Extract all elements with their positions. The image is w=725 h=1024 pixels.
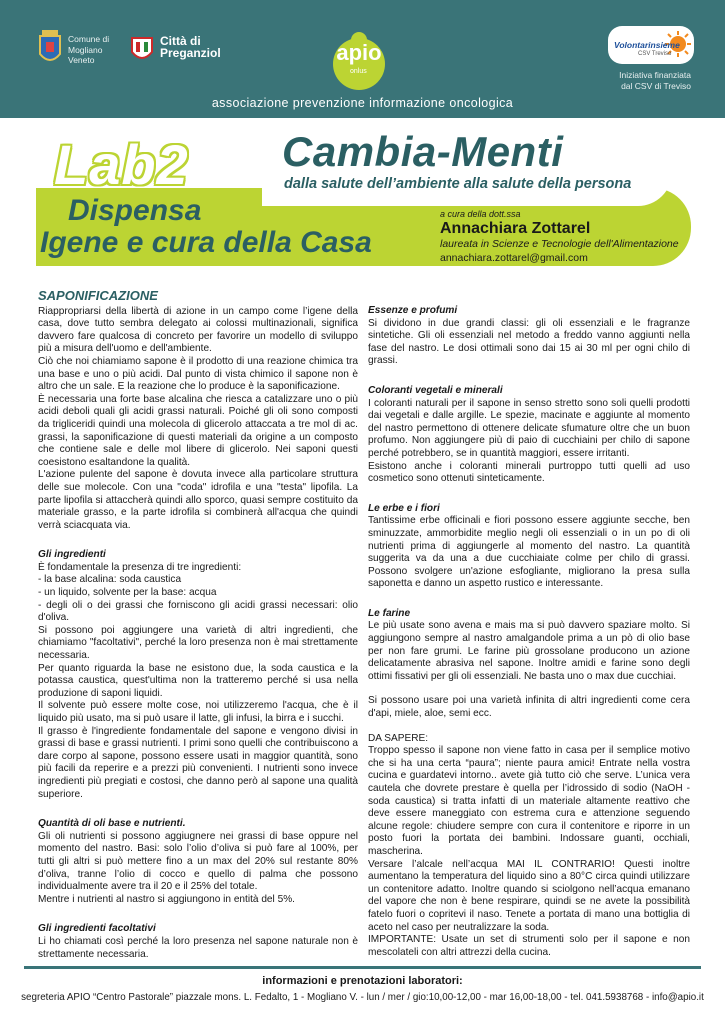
apio-onlus-text: onlus bbox=[350, 68, 367, 75]
dispensa-label: Dispensa bbox=[68, 194, 202, 227]
paragraph: È necessaria una forte base alcalina che riesca a catalizzare uno o più acidi deboli quali gli acidi grassi naturali. Poiché gli oli sono composti da trigliceridi quindi una molecola di glicerolo attaccata a tre mol di ac. grassi, la saponificazione di questi materiali da origine a un composto che contiene sale e delle mol libere di glicerolo. Nei saponi questi coesistono esaltandone la qualità. bbox=[38, 393, 358, 468]
mogliano-crest-icon bbox=[36, 28, 64, 68]
subheading: Coloranti vegetali e minerali bbox=[368, 384, 503, 396]
paragraph: Mentre i nutrienti al nastro si aggiungono in entità del 5%. bbox=[38, 893, 295, 905]
subheading: Gli ingredienti bbox=[38, 549, 106, 561]
footer-title: informazioni e prenotazioni laboratori: bbox=[262, 975, 463, 987]
topic-title: Igene e cura della Casa bbox=[40, 226, 372, 259]
list-item: - degli oli o dei grassi che forniscono gli acidi grassi necessari: olio d'oliva. bbox=[38, 599, 358, 624]
footer-divider bbox=[24, 966, 701, 969]
paragraph: IMPORTANTE: Usate un set di strumenti solo per il sapone e non mescolateli con altri attrezzi della cucina. bbox=[368, 934, 690, 958]
subheading: Essenze e profumi bbox=[368, 305, 458, 316]
paragraph: È fondamentale la presenza di tre ingredienti: bbox=[38, 561, 242, 573]
list-item: - un liquido, solvente per la base: acqua bbox=[38, 587, 217, 599]
subheading: Le erbe e i fiori bbox=[368, 502, 440, 514]
right-column bbox=[368, 305, 690, 959]
paragraph: Gli oli nutrienti si possono aggiugnere nei grassi di base oppure nel momento del nastro. Basi: solo l’olio d’oliva si può fare al 100%, per tutti gli altri si può mettere fino a un max del 20% sul restante 80% d’oliva, tranne l’olio di cocco e quello di palma che possono individualmente avere tra il 20 e il 25% del totale. bbox=[38, 830, 358, 893]
csv-treviso-text: CSV Treviso bbox=[638, 51, 672, 57]
paragraph: Le più usate sono avena e mais ma si può davvero spaziare molto. Si aggiungono sempre al nastro amalgandole prima a un pò di olio base per non fare grumi. Le farine più grossolane producono un azione delicatamente abrasiva nel sapone. Inoltre amidi e farine sono degli ottimi fissativi per gli oli essenziali. Ne basta uno o max due cucchiai. bbox=[368, 620, 690, 682]
curated-by-label: a cura della dott.ssa bbox=[440, 209, 521, 219]
paragraph: I coloranti naturali per il sapone in senso stretto sono soli quelli prodotti dai vegetali e dalle argille. Le spezie, macinate e aggiunte al momento del nastro permettono di ottenere delicate sfumature oltre che un buon profumo. Non aggiungere più di paio di cucchiaini per chilo di sapone perché potrebbero, se in quantità maggiori, essere irritanti. bbox=[368, 397, 690, 459]
paragraph: Il grasso è l'ingrediente fondamentale del sapone e vengono divisi in grassi di base e grassi nutrienti. I primi sono quelli che contribuiscono a dare corpo al sapone, possono essere usati in maggior quantità, sono più facili da reperire e a prezzi più convenienti. I nutrienti sono invece ingredienti più pregiati e costosi, che danno però al sapone una qualità superiore. bbox=[38, 725, 358, 800]
association-tagline: associazione prevenzione informazione oncologica bbox=[211, 96, 514, 110]
paragraph: Versare l’alcale nell’acqua MAI IL CONTRARIO! Questi inoltre aumentano la temperatura del liquido sino a 80°C circa quindi utilizzare un contenitore adatto. Inoltre quando si sciolgono nell’acqua emanano del vapore che non è bene respirare, quindi se ne avete la possibilità fatelo fuori o copritevi il naso. Tenete a portata di mano una bottiglia di aceto nel caso per neutralizzare la soda. bbox=[368, 858, 690, 933]
author-email[interactable]: annachiara.zottarel@gmail.com bbox=[440, 252, 588, 264]
paragraph: Troppo spesso il sapone non viene fatto in casa per il semplice motivo che si ha una certa “paura”; niente paura amici! Entrate nella vostra cucina e guardatevi intorno.. avete già tutto ciò che serve. L’unica vera cautela che dovrete prestare è quella per l’idrossido di sodio (NaOH - soda caustica) si tratta infatti di un materiale altamente reattivo che deve essere maneggiato con estrema cura e attenzione seguendo alcune regole: chiudere sempre con cura il contenitore e riporre in un posto fuori la portata dei bambini. Indossare guanti, occhiali, mascherina. bbox=[368, 745, 690, 857]
subheading: Le farine bbox=[368, 607, 411, 619]
author-degree: laureata in Scienze e Tecnologie dell'Alimentazione bbox=[440, 238, 679, 250]
paragraph: Ciò che noi chiamiamo sapone è il prodotto di una reazione chimica tra una base e uno o più acidi. Dal punto di vista chimico il sapone non è altro che un sale. E la reazione che lo produce è la saponificazione. bbox=[38, 355, 358, 393]
paragraph: Per quanto riguarda la base ne esistono due, la soda caustica e la potassa caustica, quest'ultima non la tratteremo perché si usa nella produzione di saponi liquidi. bbox=[38, 662, 358, 699]
paragraph: Esistono anche i coloranti minerali purtroppo tutti quelli ad uso cosmetico sono ottenuti sinteticamente. bbox=[368, 460, 690, 485]
iniziativa-note: Iniziativa finanziata dal CSV di Treviso bbox=[619, 70, 691, 91]
footer-address: segreteria APIO “Centro Pastorale” piazzale mons. L. Fedalto, 1 - Mogliano V. - lun / mer / gio:10,00-12,00 - mar 16,00-18,00 - tel. 041.5938768 - info@apio.it bbox=[21, 992, 704, 1003]
lab-number: Lab2 bbox=[54, 133, 189, 196]
subheading: DA SAPERE: bbox=[368, 732, 429, 744]
main-title: Cambia-Menti bbox=[282, 128, 564, 175]
paragraph: Si possono usare poi una varietà infinita di altri ingredienti come cera d'api, miele, aloe, semi ecc. bbox=[368, 695, 690, 720]
list-item: - la base alcalina: soda caustica bbox=[38, 574, 182, 586]
comune-mogliano-label: Comune di Mogliano Veneto bbox=[68, 34, 110, 65]
paragraph: Riappropriarsi della libertà di azione in un campo come l’igene della casa, dove tutto sembra delegato ai colossi multinazionali, significa davvero fare qualcosa di concreto per favorire un modello di sviluppo più a misura dell'uomo e dell'ambiente. bbox=[38, 305, 358, 355]
volontarinsieme-text: Volontarinsieme bbox=[614, 40, 680, 50]
paragraph: Li ho chiamati così perché la loro presenza nel sapone naturale non è strettamente necessaria. bbox=[38, 935, 358, 960]
paragraph: Tantissime erbe officinali e fiori possono essere aggiunte secche, ben sminuzzate, ammorbidite meglio negli oli essenziali o in un po di oli nutrienti prima di aggiungerle al momento del nastro. La quantità suggerita va da una a due cucchiaiate colme per chilo di grassi. Possono svolgere un'azione esfogliante, migliorano la presa sulla saponetta e danno un aspetto rustico e interessante. bbox=[368, 515, 690, 590]
section-title: SAPONIFICAZIONE bbox=[38, 288, 158, 303]
subheading: Quantità di oli base e nutrienti. bbox=[38, 818, 186, 830]
apio-logo-text: apio bbox=[336, 40, 382, 65]
paragraph: Il solvente può essere molte cose, noi utilizzeremo l'acqua, che è il liquido più usato, ma si può usare il latte, gli infusi, la birra e i succhi. bbox=[38, 700, 358, 724]
main-subtitle: dalla salute dell’ambiente alla salute della persona bbox=[284, 176, 632, 192]
subheading: Gli ingredienti facoltativi bbox=[38, 923, 156, 935]
paragraph: L'azione pulente del sapone è dovuta invece alla particolare struttura delle sue molecole. Con una "coda" idrofila e una "testa" lipofila. La parte lipofila si attaccherà quindi allo sporco, quasi sempre costituito da materiale grasso, e la parte idrofila si combinerà all'acqua che quindi verrà sciacquata via. bbox=[38, 469, 358, 531]
paragraph: Si possono poi aggiungere una varietà di altri ingredienti, che chiamiamo "facoltativi", perché la loro presenza non è mai strettamente necessaria. bbox=[38, 624, 358, 662]
citta-preganziol-label: Città di Preganziol bbox=[160, 34, 221, 60]
left-column bbox=[38, 290, 358, 961]
paragraph: Si dividono in due grandi classi: gli oli essenziali e le fragranze sintetiche. Gli oli essenziali nel metodo a freddo vanno aggiunti nella fase del nastro. Le dosi ottimali sono dai 15 ai 30 ml per ogni chilo di grassi. bbox=[368, 317, 690, 367]
author-name: Annachiara Zottarel bbox=[440, 220, 591, 237]
preganziol-crest-icon bbox=[130, 34, 154, 66]
